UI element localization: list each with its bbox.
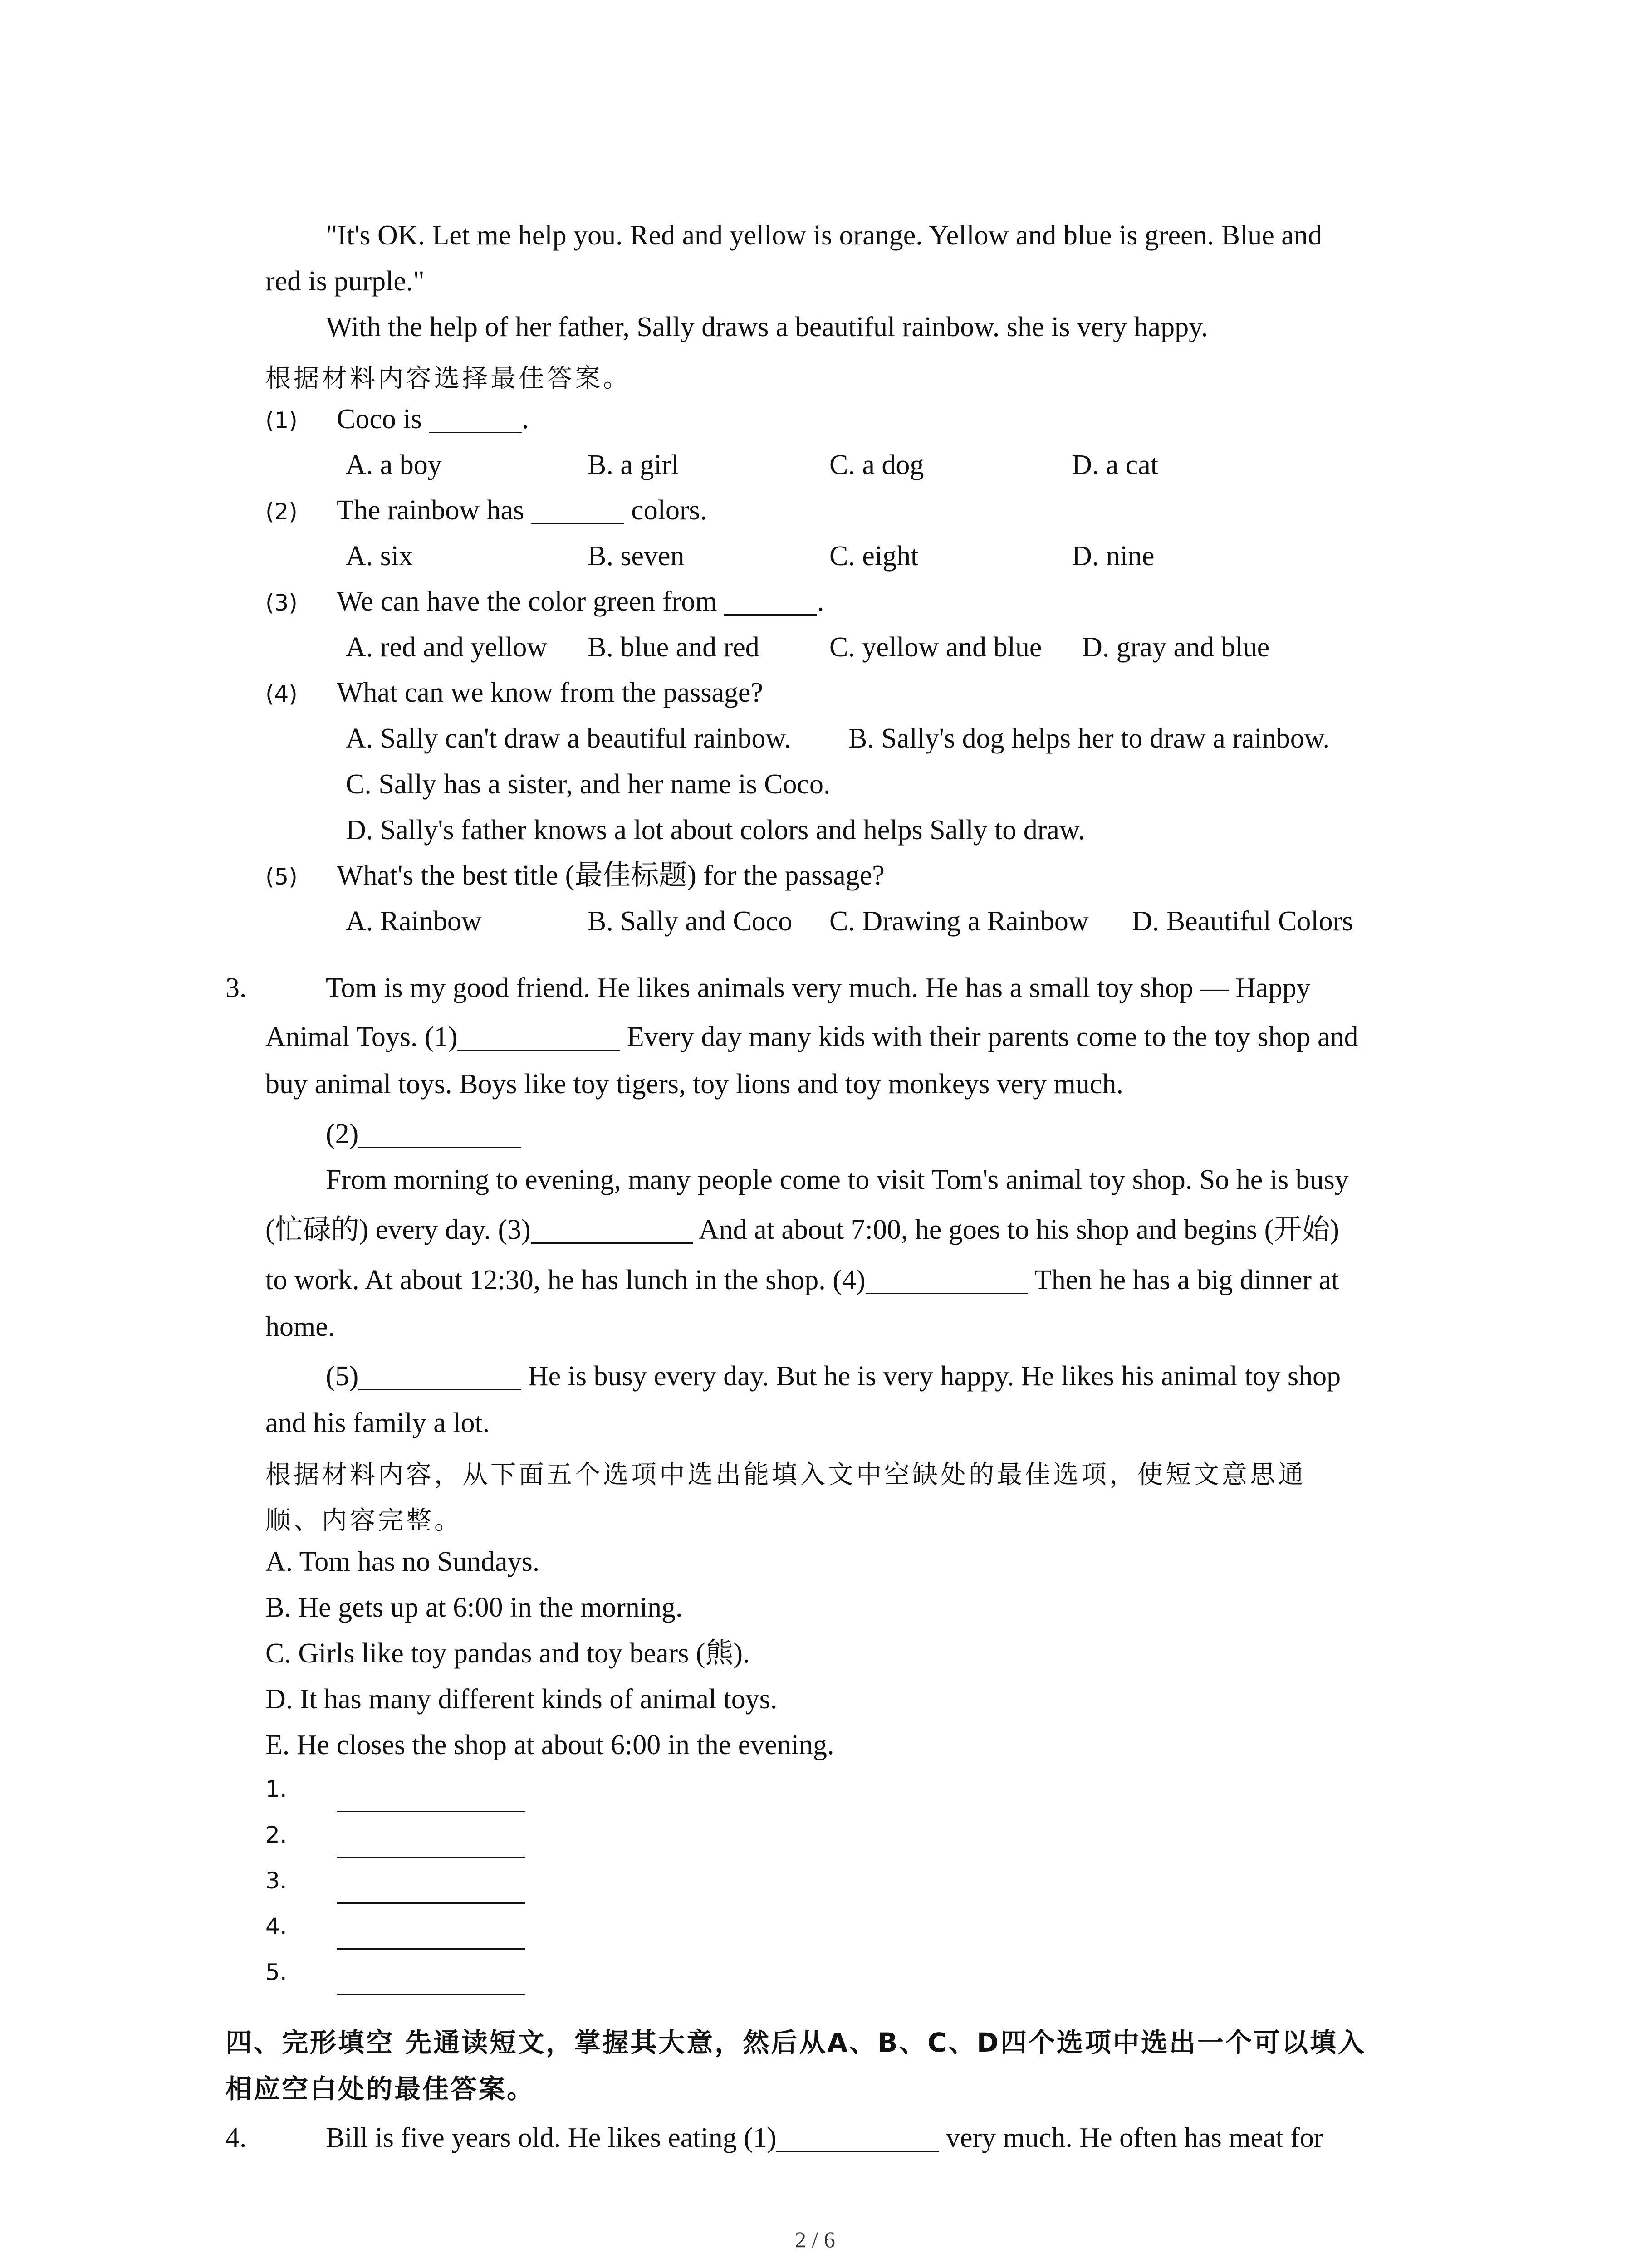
question-number: (1) <box>265 407 298 434</box>
passage-line: (5) He is busy every day. But he is very happy. He likes his animal toy shop <box>326 1361 1341 1392</box>
passage-line: (2) <box>326 1120 521 1148</box>
answer-blank <box>866 1267 1028 1294</box>
question-number: 4. <box>225 2122 247 2153</box>
answer-blank <box>724 589 817 616</box>
passage-line: (忙碌的) every day. (3) And at about 7:00, he goes to his shop and begins (开始) <box>265 1214 1339 1245</box>
option: D. Beautiful Colors <box>1132 906 1353 937</box>
instruction: 根据材料内容选择最佳答案。 <box>265 364 631 393</box>
option: B. seven <box>588 541 685 572</box>
option: D. Sally's father knows a lot about colors and helps Sally to draw. <box>346 815 1085 846</box>
passage-line: to work. At about 12:30, he has lunch in the shop. (4) Then he has a big dinner at <box>265 1265 1339 1295</box>
answer-blank <box>531 1217 693 1244</box>
section-heading: 四、完形填空 先通读短文，掌握其大意，然后从A、B、C、D四个选项中选出一个可以填入 <box>225 2027 1367 2058</box>
answer-line <box>337 1902 525 1904</box>
option: D. gray and blue <box>1082 632 1270 663</box>
option: A. Tom has no Sundays. <box>265 1546 540 1577</box>
option: B. Sally and Coco <box>588 906 793 937</box>
passage-line: From morning to evening, many people come to visit Tom's animal toy shop. So he is busy <box>326 1164 1349 1195</box>
answer-blank <box>358 1121 521 1148</box>
option: C. Girls like toy pandas and toy bears (熊). <box>265 1638 750 1669</box>
option: A. a boy <box>346 450 442 480</box>
option: D. nine <box>1072 541 1155 572</box>
passage-line: "It's OK. Let me help you. Red and yellow is orange. Yellow and blue is green. Blue and <box>326 220 1322 251</box>
option: C. yellow and blue <box>829 632 1042 663</box>
answer-blank <box>457 1024 620 1051</box>
answer-line <box>337 1994 525 1995</box>
question-text: We can have the color green from . <box>337 586 824 617</box>
option: B. a girl <box>588 450 679 480</box>
question-number: (2) <box>265 499 298 525</box>
option: C. Drawing a Rainbow <box>829 906 1089 937</box>
passage-line: Bill is five years old. He likes eating (1) very much. He often has meat for <box>326 2122 1323 2153</box>
question-text: The rainbow has colors. <box>337 495 707 526</box>
option: D. It has many different kinds of animal toys. <box>265 1684 778 1715</box>
option: A. six <box>346 541 413 572</box>
instruction: 顺、内容完整。 <box>265 1506 462 1535</box>
option: E. He closes the shop at about 6:00 in the evening. <box>265 1730 834 1760</box>
option: C. eight <box>829 541 919 572</box>
option: B. blue and red <box>588 632 759 663</box>
question-number: 3. <box>225 973 247 1003</box>
answer-blank <box>531 498 624 524</box>
option: B. He gets up at 6:00 in the morning. <box>265 1592 683 1623</box>
answer-blank <box>429 406 522 433</box>
instruction: 根据材料内容，从下面五个选项中选出能填入文中空缺处的最佳选项，使短文意思通 <box>265 1460 1306 1490</box>
question-number: (3) <box>265 590 298 616</box>
answer-line <box>337 1948 525 1950</box>
answer-number: 1. <box>265 1776 287 1802</box>
question-text: Coco is . <box>337 404 529 435</box>
answer-number: 3. <box>265 1867 287 1894</box>
question-number: (5) <box>265 864 298 890</box>
answer-line <box>337 1811 525 1812</box>
passage-line: Animal Toys. (1) Every day many kids with their parents come to the toy shop and <box>265 1022 1358 1052</box>
option: C. a dog <box>829 450 924 480</box>
section-heading: 相应空白处的最佳答案。 <box>225 2073 535 2104</box>
question-text: What can we know from the passage? <box>337 677 763 708</box>
answer-blank <box>358 1364 521 1390</box>
passage-line: With the help of her father, Sally draws a beautiful rainbow. she is very happy. <box>326 312 1208 342</box>
answer-blank <box>776 2125 939 2152</box>
question-text: What's the best title (最佳标题) for the passage? <box>337 860 885 891</box>
option: B. Sally's dog helps her to draw a rainbow. <box>848 723 1330 754</box>
passage-line: buy animal toys. Boys like toy tigers, toy lions and toy monkeys very much. <box>265 1069 1123 1100</box>
option: A. Sally can't draw a beautiful rainbow. <box>346 723 791 754</box>
passage-line: Tom is my good friend. He likes animals very much. He has a small toy shop — Happy <box>326 973 1311 1003</box>
option: C. Sally has a sister, and her name is Coco. <box>346 769 831 800</box>
option: A. Rainbow <box>346 906 482 937</box>
answer-number: 5. <box>265 1959 287 1985</box>
option: A. red and yellow <box>346 632 548 663</box>
page-number: 2 / 6 <box>795 2227 835 2252</box>
passage-line: home. <box>265 1311 335 1342</box>
answer-number: 2. <box>265 1822 287 1848</box>
question-number: (4) <box>265 681 298 707</box>
passage-line: red is purple." <box>265 266 425 297</box>
option: D. a cat <box>1072 450 1159 480</box>
answer-number: 4. <box>265 1913 287 1940</box>
passage-line: and his family a lot. <box>265 1408 490 1438</box>
answer-line <box>337 1857 525 1858</box>
